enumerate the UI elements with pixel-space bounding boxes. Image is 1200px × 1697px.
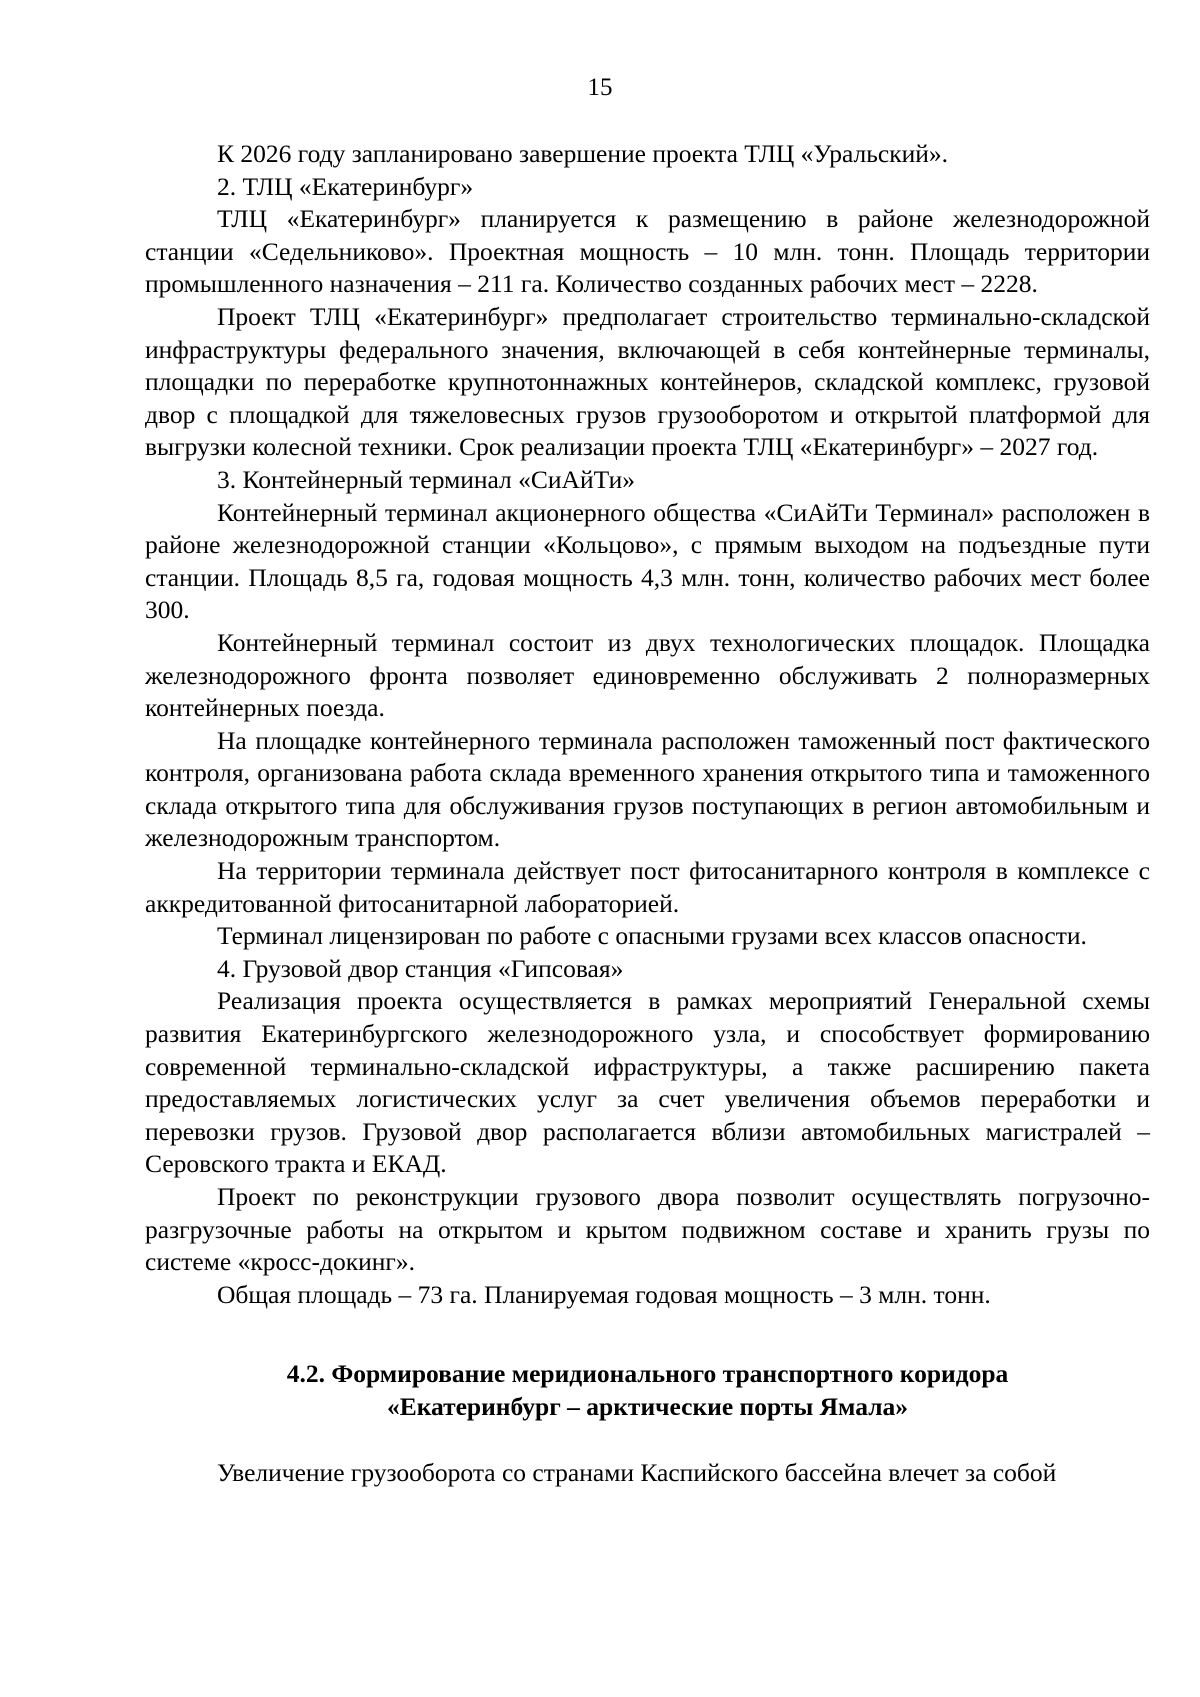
paragraph: Терминал лицензирован по работе с опасными грузами всех классов опасности. [217, 921, 1087, 951]
paragraph: ТЛЦ «Екатеринбург» планируется к размещению в районе железнодорожной станции «Седельниково». Проектная мощность – 10 млн. тонн. Площадь территории промышленного назначения – 211 га. Количество созданных рабочих мест – 2228. [145, 204, 1150, 299]
paragraph: На территории терминала действует пост фитосанитарного контроля в комплексе с аккредитованной фитосанитарной лабораторией. [145, 856, 1150, 918]
document-body [145, 138, 1150, 1490]
page-number: 15 [587, 74, 613, 101]
paragraph: К 2026 году запланировано завершение проекта ТЛЦ «Уральский». [217, 139, 949, 168]
subsection-title: 3. Контейнерный терминал «СиАйТи» [217, 464, 635, 494]
paragraph: Контейнерный терминал состоит из двух технологических площадок. Площадка железнодорожного фронта позволяет единовременно обслуживать 2 полноразмерных контейнерных поезда. [145, 627, 1150, 723]
section-heading [145, 1357, 1150, 1423]
paragraph: Общая площадь – 73 га. Планируемая годовая мощность – 3 млн. тонн. [217, 1279, 991, 1309]
paragraph: Увеличение грузооборота со странами Каспийского бассейна влечет за собой [217, 1458, 1057, 1488]
paragraph: Проект ТЛЦ «Екатеринбург» предполагает строительство терминально-складской инфраструктуры федерального значения, включающей в себя контейнерные терминалы, площадки по переработке крупнотоннажных контейнеров, складской комплекс, грузовой двор с площадкой для тяжеловесных грузов грузооборотом и открытой платформой для выгрузки колесной техники. Срок реализации проекта ТЛЦ «Екатеринбург» – 2027 год. [145, 301, 1150, 462]
paragraph: Проект по реконструкции грузового двора позволит осуществлять погрузочно-разгрузочные работы на открытом и крытом подвижном составе и хранить грузы по системе «кросс-докинг». [145, 1182, 1150, 1277]
paragraph: Реализация проекта осуществляется в рамках мероприятий Генеральной схемы развития Екатеринбургского железнодорожного узла, и способствует формированию современной терминально-складской ифраструктуры, а также расширению пакета предоставляемых логистических услуг за счет увеличения объемов переработки и перевозки грузов. Грузовой двор располагается вблизи автомобильных магистралей – Серовского тракта и ЕКАД. [145, 986, 1150, 1179]
subsection-title: 2. ТЛЦ «Екатеринбург» [217, 171, 474, 201]
section-heading-line-2: «Екатеринбург – арктические порты Ямала» [386, 1392, 909, 1422]
section-heading-line-1: 4.2. Формирование меридионального транспортного коридора [286, 1359, 1009, 1389]
paragraph: На площадке контейнерного терминала расположен таможенный пост фактического контроля, организована работа склада временного хранения открытого типа и таможенного склада открытого типа для обслуживания грузов поступающих в регион автомобильным и железнодорожным транспортом. [145, 725, 1150, 853]
subsection-title: 4. Грузовой двор станция «Гипсовая» [217, 953, 624, 983]
paragraph: Контейнерный терминал акционерного общества «СиАйТи Терминал» расположен в районе железнодорожной станции «Кольцово», с прямым выходом на подъездные пути станции. Площадь 8,5 га, годовая мощность 4,3 млн. тонн, количество рабочих мест более 300. [145, 497, 1150, 625]
